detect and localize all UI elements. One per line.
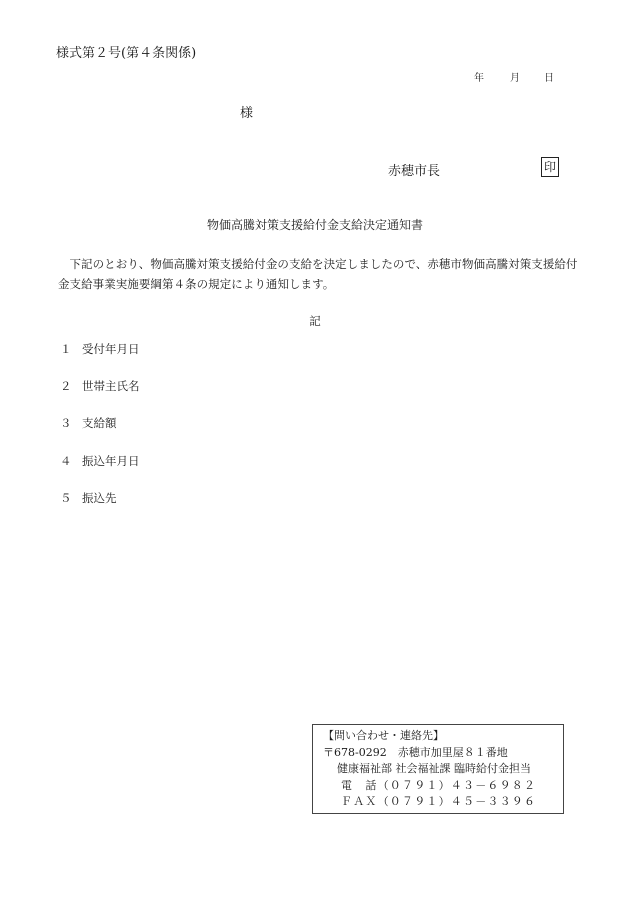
ki-heading: 記	[309, 314, 321, 328]
item-transfer-destination	[60, 490, 117, 506]
contact-heading: 【問い合わせ・連絡先】	[323, 729, 444, 742]
date-line	[474, 69, 554, 84]
addressee-suffix: 様	[240, 106, 254, 121]
item-label: 受付年月日	[82, 342, 140, 356]
date-month: 月	[510, 73, 520, 84]
document-title: 物価高騰対策支援給付金支給決定通知書	[206, 218, 423, 232]
contact-department: 健康福祉部 社会福祉課 臨時給付金担当	[337, 762, 531, 775]
notice-body: 下記のとおり、物価高騰対策支援給付金の支給を決定しましたので、赤穂市物価高騰対策支援給付金支給事業実施要綱第４条の規定により通知します。	[58, 257, 578, 291]
issuer-name: 赤穂市長	[388, 164, 441, 179]
item-reception-date	[60, 341, 140, 357]
item-number: １	[60, 342, 72, 356]
item-label: 世帯主氏名	[82, 379, 140, 393]
seal-mark: 印	[541, 157, 559, 177]
contact-fax: ＦＡＸ（０７９１）４５－３３９６	[341, 795, 537, 808]
item-transfer-date	[60, 453, 140, 469]
contact-address: 〒678-0292 赤穂市加里屋８１番地	[323, 745, 508, 759]
item-label: 支給額	[82, 416, 117, 430]
item-label: 振込年月日	[82, 454, 140, 468]
item-number: ３	[60, 416, 72, 430]
item-payment-amount	[60, 415, 117, 431]
item-number: ２	[60, 379, 72, 393]
item-number: ５	[60, 491, 72, 505]
item-number: ４	[60, 454, 72, 468]
contact-phone: 電 話（０７９１）４３－６９８２	[341, 778, 537, 792]
date-year: 年	[474, 73, 484, 84]
item-householder-name	[60, 378, 140, 394]
item-label: 振込先	[82, 491, 117, 505]
date-day: 日	[544, 73, 554, 84]
form-label: 様式第２号(第４条関係)	[56, 46, 197, 61]
contact-box	[312, 724, 564, 814]
